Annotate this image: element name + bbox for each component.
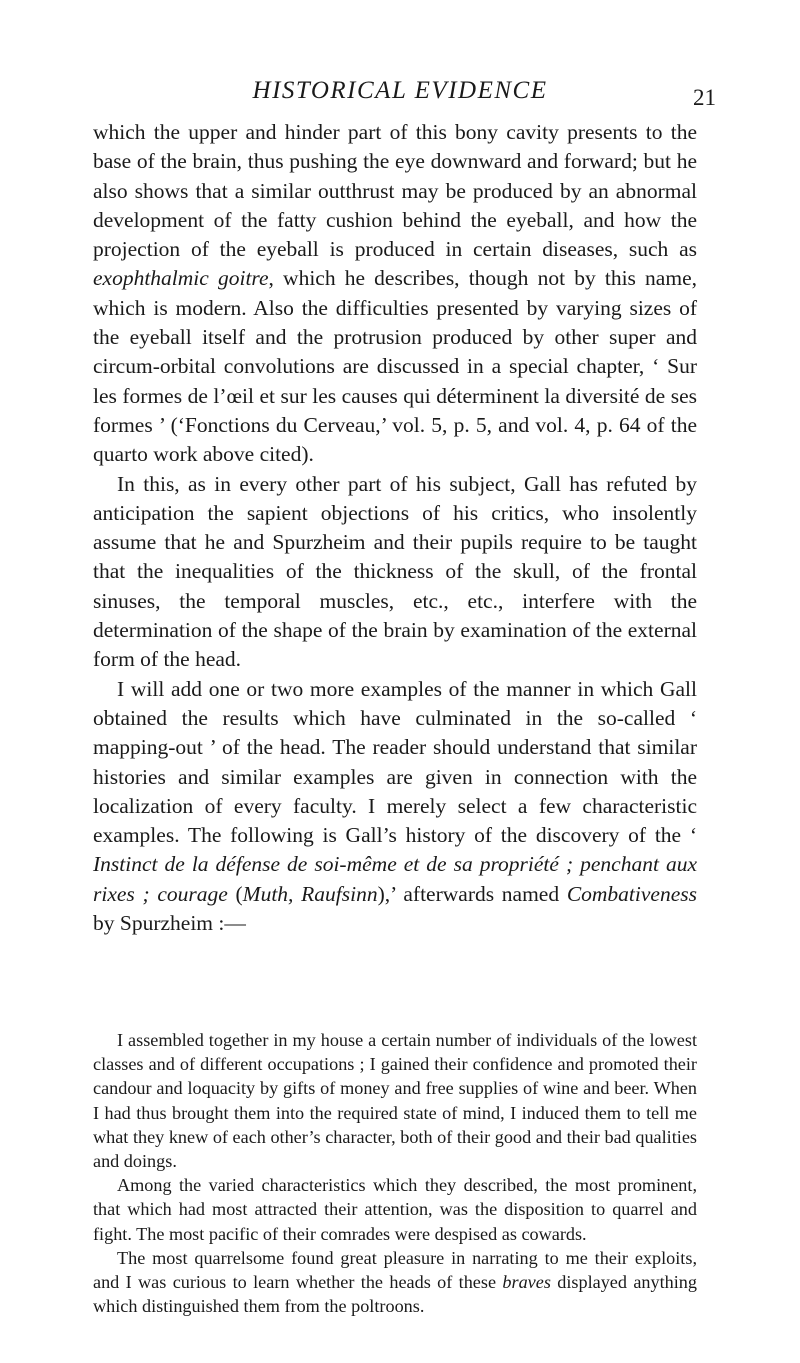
text-span: , which he describes, though not by this name, which is modern. Also the difficulties presented by varying sizes of the eyeball itself and the protrusion produced by other super and circum-orbital convolutions are discussed in a special chapter, ‘ Sur les formes de l’œil et sur les causes qui déterminent la diversité de ses formes ’ (‘Fonctions du Cerveau,’ vol. 5, p. 5, and vol. 4, p. 64 of the quarto work above cited). (93, 266, 697, 467)
main-text (93, 118, 697, 938)
block-quote (93, 1028, 697, 1318)
page-number: 21 (693, 85, 716, 110)
text-span: I will add one or two more examples of the manner in which Gall obtained the results which have culminated in the so-called ‘ mapping-out ’ of the head. The reader should understand that similar histories and similar examples are given in connection with the localization of every faculty. I merely select a few characteristic examples. The following is Gall’s history of the discovery of the ‘ (93, 676, 697, 848)
text-span: The most quarrelsome found great pleasure in narrating to me their exploits, and I was curious to learn whether the heads of these (93, 1247, 697, 1293)
quote-paragraph: Among the varied characteristics which they described, the most prominent, that which had most attracted their attention, was the disposition to quarrel and fight. The most pacific of their comrades were despised as cowards. (93, 1175, 697, 1244)
text-span: ( (227, 881, 243, 906)
text-span: by Spurzheim :— (93, 911, 246, 936)
italic-term: Muth, Raufsinn (242, 881, 378, 906)
paragraph (93, 118, 697, 470)
paragraph: In this, as in every other part of his subject, Gall has refuted by anticipation the sapient objections of his critics, who insolently assume that he and Spurzheim and their pupils require to be taught that the inequalities of the thickness of the skull, of the frontal sinuses, the temporal muscles, etc., etc., interfere with the determination of the shape of the brain by examination of the external form of the head. (93, 471, 697, 672)
text-span: which the upper and hinder part of this bony cavity presents to the base of the brain, thus pushing the eye downward and forward; but he also shows that a similar outthrust may be produced by an abnormal development of the fatty cushion behind the eyeball, and how the projection of the eyeball is produced in certain diseases, such as (93, 120, 697, 262)
italic-term: exophthalmic goitre (93, 266, 269, 291)
italic-term: Combativeness (566, 881, 697, 906)
italic-term: braves (502, 1272, 551, 1293)
running-head: HISTORICAL EVIDENCE (252, 77, 548, 104)
text-span: displayed anything which distinguished them from the poltroons. (93, 1272, 697, 1317)
italic-term: Instinct de la défense de soi-même et de sa propriété ; penchant aux rixes ; courage (93, 852, 697, 906)
text-span: ),’ afterwards named (377, 881, 567, 906)
quote-paragraph (93, 1246, 697, 1319)
paragraph (93, 675, 697, 939)
quote-paragraph: I assembled together in my house a certain number of individuals of the lowest classes and of different occupations ; I gained their confidence and promoted their candour and loquacity by gifts of money and free supplies of wine and beer. When I had thus brought them into the required state of mind, I induced them to tell me what they knew of each other’s character, both of their good and their bad qualities and doings. (93, 1030, 697, 1172)
